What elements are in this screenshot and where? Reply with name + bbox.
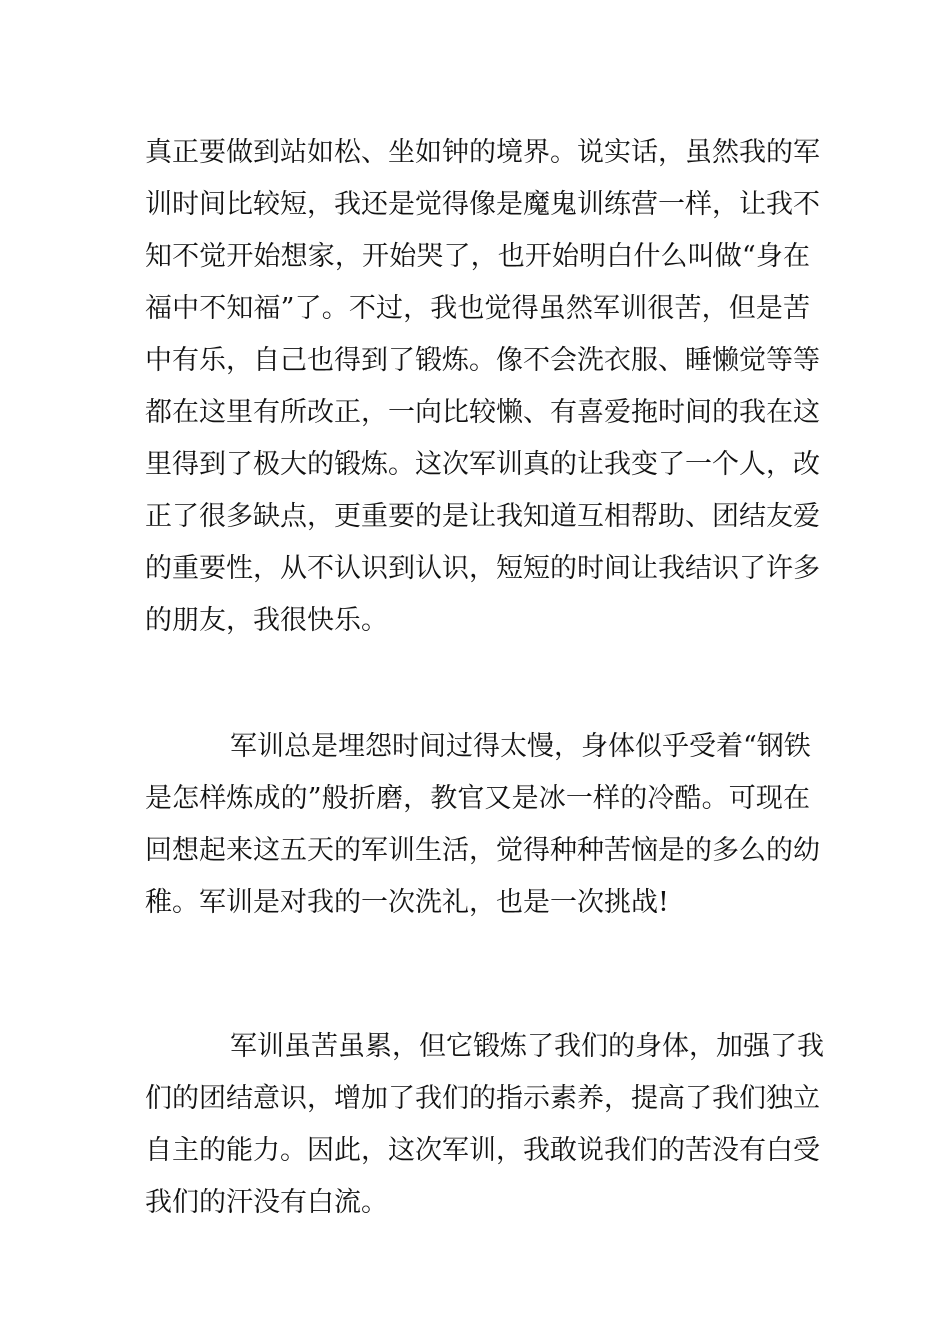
paragraph-2-line-4: 稚。军训是对我的一次洗礼，也是一次挑战!: [145, 887, 669, 918]
paragraph-1-line-5: 中有乐，自己也得到了锻炼。像不会洗衣服、睡懒觉等等: [145, 345, 820, 376]
paragraph-3-line-4: 我们的汗没有白流。: [145, 1187, 388, 1218]
paragraph-2-line-1: 军训总是埋怨时间过得太慢，身体似乎受着“钢铁: [230, 731, 811, 762]
paragraph-1-line-2: 训时间比较短，我还是觉得像是魔鬼训练营一样，让我不: [145, 189, 820, 220]
paragraph-2-line-2: 是怎样炼成的”般折磨，教官又是冰一样的冷酷。可现在: [145, 783, 810, 814]
paragraph-3-line-2: 们的团结意识，增加了我们的指示素养，提高了我们独立: [145, 1083, 820, 1114]
paragraph-3-line-1: 军训虽苦虽累，但它锻炼了我们的身体，加强了我: [230, 1031, 824, 1062]
paragraph-3-line-3: 自主的能力。因此，这次军训，我敢说我们的苦没有白受: [145, 1135, 820, 1166]
paragraph-1-line-4: 福中不知福”了。不过，我也觉得虽然军训很苦，但是苦: [145, 293, 810, 324]
paragraph-1-line-8: 正了很多缺点，更重要的是让我知道互相帮助、团结友爱: [145, 501, 820, 532]
paragraph-1-line-7: 里得到了极大的锻炼。这次军训真的让我变了一个人，改: [145, 449, 820, 480]
paragraph-1-line-6: 都在这里有所改正，一向比较懒、有喜爱拖时间的我在这: [145, 397, 820, 428]
paragraph-1-line-9: 的重要性，从不认识到认识，短短的时间让我结识了许多: [145, 553, 820, 584]
paragraph-2-line-3: 回想起来这五天的军训生活，觉得种种苦恼是的多么的幼: [145, 835, 820, 866]
paragraph-1-line-1: 真正要做到站如松、坐如钟的境界。说实话，虽然我的军: [145, 137, 820, 168]
paragraph-1-line-3: 知不觉开始想家，开始哭了，也开始明白什么叫做“身在: [145, 241, 810, 272]
paragraph-1-line-10: 的朋友，我很快乐。: [145, 605, 388, 636]
